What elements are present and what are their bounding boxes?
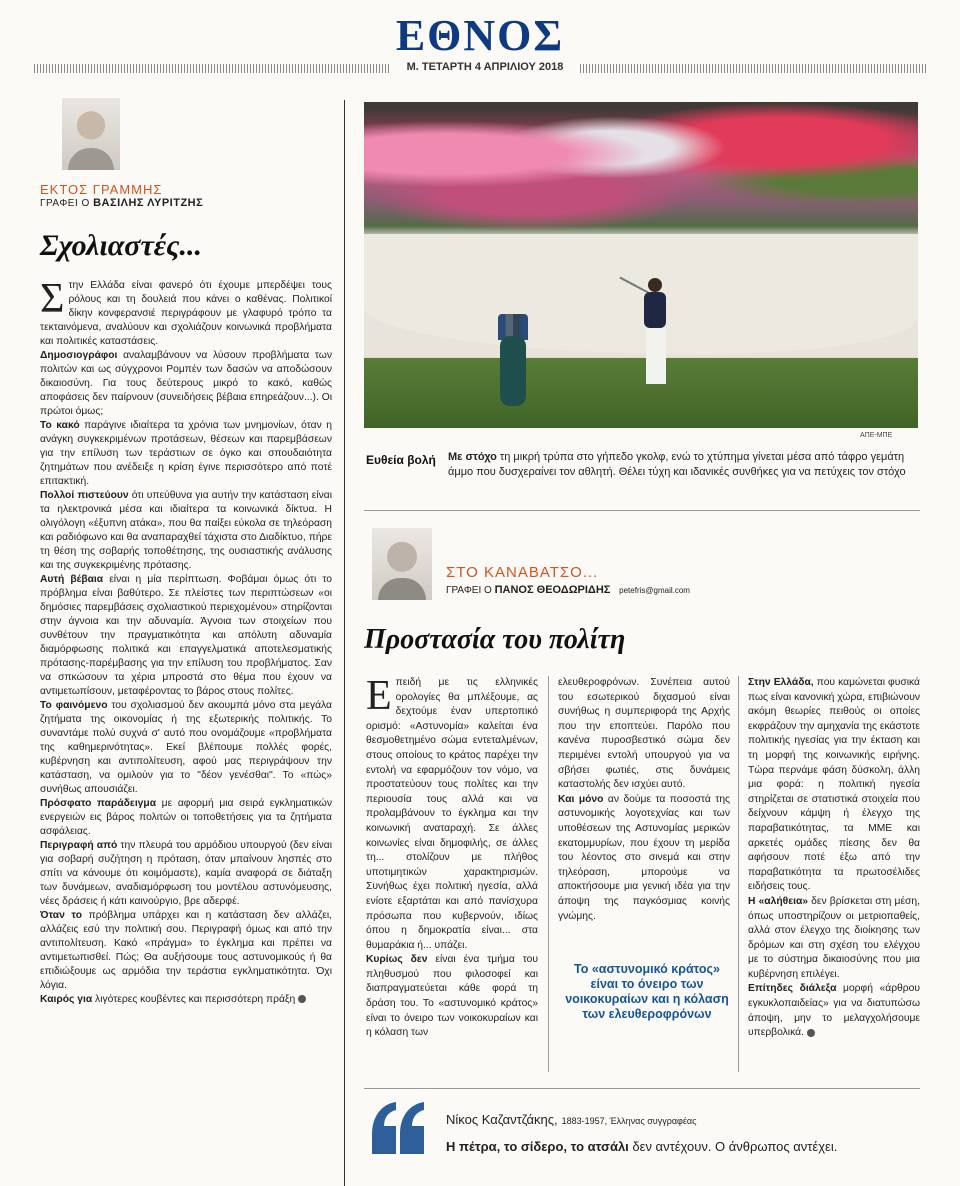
dropcap: Σ bbox=[40, 276, 65, 322]
end-mark-icon bbox=[807, 1029, 815, 1037]
masthead-rule-right bbox=[580, 64, 926, 73]
end-mark-icon bbox=[298, 995, 306, 1003]
article-body bbox=[40, 276, 333, 1007]
newspaper-logo: ΕΘΝΟΣ bbox=[395, 11, 565, 60]
article-title: Προστασία του πολίτη bbox=[364, 624, 626, 655]
author-email: petefris@gmail.com bbox=[619, 586, 690, 595]
caption-lead: Με στόχο bbox=[448, 451, 497, 463]
quote-divider bbox=[364, 1088, 920, 1089]
golf-bag bbox=[494, 314, 532, 410]
photo-caption: Με στόχο τη μικρή τρύπα στο γήπεδο γκολφ, ενώ το χτύπημα γίνεται μέσα από τάφρο γεμάτη άμμο που δυσχεραίνει τον αθλητή. Θέλει τύχη και ιδανικές συνθήκες για να πετύχεις τον στόχο bbox=[448, 451, 906, 478]
paragraph: Κυρίως δεν είναι ένα τμήμα του πληθυσμού που φιλοσοφεί και διαπραγματεύεται κάθε φορά τη δράση του. Το «αστυνομικό κράτος» είναι το όνειρο των νοικοκυραίων και η κόλαση των bbox=[366, 954, 539, 1039]
article-title: Σχολιαστές... bbox=[40, 229, 202, 262]
author-name: ΒΑΣΙΛΗΣ ΛΥΡΙΤΖΗΣ bbox=[93, 197, 204, 209]
quote-author: Νίκος Καζαντζάκης, 1883-1957, Έλληνας συγγραφέας bbox=[446, 1112, 697, 1127]
golf-photo bbox=[364, 102, 918, 428]
masthead-rule-left bbox=[34, 64, 390, 73]
pull-quote: Το «αστυνομικό κράτος» είναι το όνειρο των νοικοκυραίων και η κόλαση των ελευθεροφρόνων bbox=[565, 962, 729, 1021]
author-prefix: ΓΡΑΦΕΙ Ο bbox=[40, 198, 90, 209]
article-column-2 bbox=[558, 676, 730, 924]
paragraph: Καιρός για λιγότερες κουβέντες και περισσότερη πράξη bbox=[40, 993, 332, 1007]
paragraph: Δημοσιογράφοι αναλαμβάνουν να λύσουν προβλήματα των πολιτών και ως σύγχρονοι Ρομπέν των δασών να αποδώσουν δικαιοσύνη. Για τους δεύτερους μικρό το κακό, καθώς αποφάσεις δεν παίρνουν (συνειδήσεις βέβαια επηρεάζουν...). Οι πρώτοι όμως; bbox=[40, 350, 332, 417]
columnist-portrait bbox=[372, 528, 432, 600]
paragraph: Πρόσφατο παράδειγμα με αφορμή μια σειρά εγκληματικών ενεργειών εις βάρος πολιτών οι τοποθετήσεις για τα ζητήματα ασφάλειας. bbox=[40, 798, 332, 837]
paragraph: Πολλοί πιστεύουν ότι υπεύθυνα για αυτήν την κατάσταση είναι τα ηλεκτρονικά μέσα και ιδιαίτερα τα κοινωνικά δίκτυα. Η ολιγόλογη «έξυπνη ατάκα», που θα παίξει εύκολα σε τηλεόραση και ραδιόφωνο και θα αναπαραχθεί τάχιστα στο Διαδίκτυο, πήρε τη θέση της σοβαρής τοποθέτησης, της ουσιαστικής ανάλυσης και της συγκεκριμένης πρότασης. bbox=[40, 490, 332, 571]
left-column bbox=[40, 98, 332, 1007]
paragraph: Επειδή με τις ελληνικές ορολογίες θα μπλέξουμε, ας δεχτούμε έναν υπερτοπικό ορισμό: «Αστυνομία» καλείται ένα θεσμοθετημένο σώμα εντεταλμένων, στους οποίους το κράτος παρέχει την εντολή να εφαρμόζουν τον νόμο, να προστατεύουν τους πολίτες και την περιουσία τους αλλά και να προλαμβάνουν το έγκλημα και την κοινωνική αναταραχή. Σε άλλες κοινωνίες είναι δημοφιλής, σε άλλες τη... στολίζουν με πλήθος υποτιμητικών χαρακτηρισμών. Συνήθως έχει πολιτική ηγεσία, αλλά ενίοτε εξαρτάται και από πανίσχυρα πρόσωπα που κυβερνούν, ιδίως όπου η δημοκρατία είναι... στα θυμαράκια ή... υπάζει. bbox=[366, 673, 538, 951]
columnist-portrait bbox=[62, 98, 120, 170]
column-kicker: ΕΚΤΟΣ ΓΡΑΜΜΗΣ bbox=[40, 182, 163, 197]
paragraph: Το φαινόμενο του σχολιασμού δεν ακουμπά μόνο στα μεγάλα ζητήματα της οικονομίας ή της εξωτερικής πολιτικής. Το συναντάμε πολύ συχνά σ' αυτό που ονομάζουμε «προβλήματα της καθημερινότητας». Εκεί βλέπουμε πολλές φορές, κυβέρνηση και αντιπολίτευση, αφού μας περιγράψουν την κατάσταση, να ομιλούν για το "δέον γενέσθαι". Το «πώς» συνήθως απουσιάζει. bbox=[40, 700, 332, 795]
paragraph: Στην Ελλάδα, που καμώνεται φυσικά πως είναι κανονική χώρα, επιβιώνουν ακόμη θεωρίες πειθούς οι οποίες εκφράζουν την αμηχανία της εκάστοτε πολιτικής ηγεσίας για την έκταση και τη μορφή της κοινωνικής ειρήνης. Τώρα περνάμε φάση δύσκολη, άλλη μια φορά: η πολιτική ηγεσία στηρίζεται σε στατιστικά στοιχεία που δείχνουν κάμψη ή έλεγχο της παραβατικότητας, τα ΜΜΕ και αρκετές ομάδες πίεσης δεν θα αφήσουν ποτέ έξω από την παραβατικότητα τα πρωτοσέλιδες ειδήσεις τους. bbox=[748, 677, 920, 893]
paragraph: ελευθεροφρόνων. Συνέπεια αυτού του εσωτερικού διχασμού είναι συνήθως η συμπεριφορά της Αρχής που την εποπτεύει. Παρόλο που κανένα πυροσβεστικό σώμα δεν περιμένει εντολή υπουργού για να σβήσει φωτιές, στις δυνάμεις καταστολής δεν ισχύει αυτό. bbox=[558, 677, 730, 791]
quote-text: Η πέτρα, το σίδερο, το ατσάλι δεν αντέχουν. Ο άνθρωπος αντέχει. bbox=[446, 1139, 838, 1154]
paragraph: Και μόνο αν δούμε τα ποσοστά της αστυνομικής λογοτεχνίας και των υποθέσεων της Αστυνομίας μερικών εκατομμυρίων, που έχουν τη μερίδα του λέοντος στο σινεμά και στην τηλεόραση, μπορούμε να αποκτήσουμε μια γενική ιδέα για την άποψη της παγκόσμιας κοινής γνώμης. bbox=[558, 793, 731, 922]
paragraph: Αυτή βέβαια είναι η μία περίπτωση. Φοβάμαι όμως ότι το πρόβλημα είναι βαθύτερο. Σε πλείστες των περιπτώσεων «οι δημόσιες παρεμβάσεις σχολιαστικού περιεχομένου» στηρίζονται στην άγνοια και την αδυναμία. Άγνοια των στοιχείων που συνθέτουν την πραγματικότητα και απόλυτη αδυναμία διαμόρφωσης πολιτικά και επαγγελματικά αποτελεσματικής πρότασης-παρέμβασης για την επίλυση του προβλήματος. Σαν να σπκώσουν τα χέρια μπροστά στο θέμα που έχουν να αντιμετωπίσουν, μεταφέροντας το βάρος στους πολίτες. bbox=[40, 574, 333, 697]
section-divider bbox=[364, 510, 920, 511]
paragraph: Στην Ελλάδα είναι φανερό ότι έχουμε μπερδέψει τους ρόλους και τη δουλειά που κάνει ο καθένας. Πολιτικοί δίκην κονφερανσιέ περιγράφουν με γλαφυρό τρόπο τα τεκταινόμενα, αναλύουν και σχολιάζουν κοινωνικά προβλήματα και πολιτικές καταστάσεις. bbox=[40, 276, 332, 347]
column-author bbox=[40, 197, 332, 209]
article-column-1 bbox=[366, 673, 539, 1041]
column-divider bbox=[344, 100, 345, 1186]
dropcap: Ε bbox=[366, 673, 392, 719]
quote-marks-icon bbox=[368, 1098, 428, 1158]
inner-divider-2 bbox=[738, 676, 739, 1072]
paragraph: Επίτηδες διάλεξα μορφή «άρθρου εγκυκλοπαιδείας» για να διατυπώσω άποψη, μην το μελαγχολήσουμε υπερβολικά. bbox=[748, 983, 921, 1039]
paragraph: Όταν το πρόβλημα υπάρχει και η κατάσταση δεν αλλάζει, αλλάζεις εσύ την πολιτική σου. Περιγραφή όμως και από την αντιπολίτευση. Κακό «πράγμα» το έγκλημα και πρέπει να αντιμετωπισθεί. Πώς; Θα αυξήσουμε τους αστυνομικούς ή θα επιδιώξουμε ως αρμόδια την τεράστια εγκληματικότητα. Όχι λόγια. bbox=[40, 910, 332, 991]
paragraph: Το κακό παράγινε ιδιαίτερα τα χρόνια των μνημονίων, όταν η ανάγκη συγκεκριμένων προτάσεων, θέσεων και παρεμβάσεων για την επίλυση των τεράστιων σε όγκο και σπουδαιότητα ζητημάτων που ανέδειξε η κρίση έγινε περισσότερο από ποτέ επιτακτική. bbox=[40, 420, 332, 487]
golfer bbox=[636, 278, 676, 390]
azalea-bushes bbox=[364, 102, 918, 232]
column-kicker: ΣΤΟ ΚΑΝΑΒΑΤΣΟ... bbox=[446, 564, 599, 581]
caption-kicker: Ευθεία βολή bbox=[366, 453, 436, 467]
photo-credit: ΑΠΕ-ΜΠΕ bbox=[860, 432, 893, 439]
article-column-3 bbox=[748, 676, 920, 1041]
dateline: Μ. ΤΕΤΑΡΤΗ 4 ΑΠΡΙΛΙΟΥ 2018 bbox=[390, 61, 580, 73]
paragraph: Περιγραφή από την πλευρά του αρμόδιου υπουργού (δεν είναι για σοβαρή συζήτηση η πρόταση, όταν μπαίνουν λησπές στο σπίτι να κάνουμε ότι κοιμόμαστε), καμία αναφορά σε διάταξη των δυνάμεων, αναδιαμόρφωση του μοντέλου αστυνόμευσης, νέες δράσεις ή κάτι καινούργιο, βρε αδερφέ. bbox=[40, 840, 332, 907]
column-author: ΓΡΑΦΕΙ Ο ΠΑΝΟΣ ΘΕΟΔΩΡΙΔΗΣ petefris@gmail.com bbox=[446, 584, 690, 596]
paragraph: Η «αλήθεια» δεν βρίσκεται στη μέση, όπως υποστηρίζουν οι μετριοπαθείς, αλλά στον έλεγχο της διοίκησης των δρόμων και στη σχέση του ελέγχου με το σύστημα δικαιοσύνης που μια κυβέρνηση επιλέγει. bbox=[748, 895, 920, 980]
author-name: ΠΑΝΟΣ ΘΕΟΔΩΡΙΔΗΣ bbox=[494, 584, 611, 596]
inner-divider-1 bbox=[548, 676, 549, 1072]
